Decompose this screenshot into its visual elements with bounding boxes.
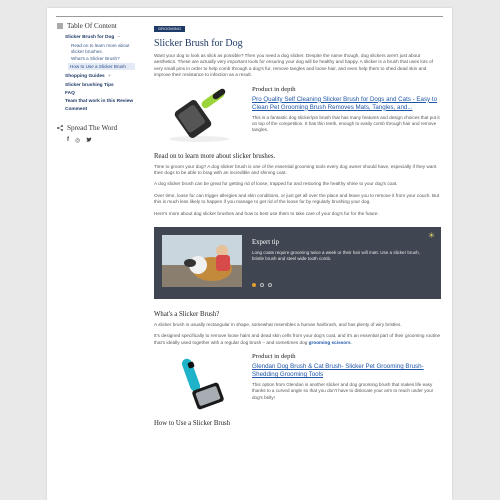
product-info bbox=[252, 352, 441, 412]
paragraph: Time to groom your dog? A dog slicker brush is one of the essential grooming tools every dog owner should have, especially if they want their dogs to be able to brag with an incredible and shining coat. bbox=[154, 163, 437, 176]
section-heading-whats-slicker: What's a Slicker Brush? bbox=[154, 311, 220, 319]
section-heading-read-on: Read on to learn more about slicker brushes. bbox=[154, 152, 276, 160]
carousel-dot[interactable] bbox=[268, 283, 272, 287]
carousel-dots bbox=[252, 283, 272, 287]
paragraph: Here's more about dog slicker brushes and how to best use them to take care of your dog's fur for the future. bbox=[154, 210, 379, 216]
list-icon bbox=[57, 23, 63, 29]
product-image-glendan-brush[interactable] bbox=[154, 352, 244, 412]
page-title: Slicker Brush for Dog bbox=[154, 38, 243, 49]
twitter-icon[interactable] bbox=[86, 137, 92, 145]
toc-heading-label: Table Of Content bbox=[67, 22, 117, 30]
paragraph: A slicker brush is usually rectangular in shape, somewhat resembles a human hairbrush, and has plenty of wiry bristles. bbox=[154, 322, 402, 328]
product-heading: Product in depth bbox=[252, 353, 296, 361]
expand-icon[interactable]: + bbox=[108, 74, 111, 80]
paragraph-text: . bbox=[350, 339, 352, 345]
paragraph: A dog slicker brush can be great for getting rid of loose, trapped fur and restoring the healthy shine to your dog's coat. bbox=[154, 181, 398, 187]
collapse-icon[interactable]: – bbox=[117, 35, 121, 40]
category-tag[interactable]: GROOMING bbox=[154, 26, 185, 32]
toc-item-tips[interactable]: Slicker brushing Tips bbox=[65, 82, 114, 88]
toc-sub-whats-slicker[interactable]: What's a Slicker Brush? bbox=[71, 55, 120, 61]
expert-tip-carousel bbox=[154, 227, 441, 299]
product-heading: Product in depth bbox=[252, 85, 296, 93]
grooming-scissors-link[interactable]: grooming scissors bbox=[308, 339, 351, 345]
carousel-dot[interactable] bbox=[252, 283, 256, 287]
expert-tip-image bbox=[162, 235, 242, 287]
social-icons bbox=[67, 137, 135, 145]
product-image-slicker-brush[interactable] bbox=[154, 85, 244, 145]
article bbox=[154, 17, 441, 431]
product-card bbox=[154, 85, 441, 145]
toc-sub-how-to-use[interactable]: How to Use a Slicker Brush bbox=[68, 63, 135, 71]
spread-heading bbox=[57, 124, 135, 132]
toc-item-slicker-brush[interactable] bbox=[65, 35, 135, 41]
carousel-dot[interactable] bbox=[260, 283, 264, 287]
expert-tip-text: Long coats require grooming twice a week or their hair will matt. Use a slicker brush, bristle brush and steel wide tooth comb. bbox=[252, 250, 420, 262]
expert-tip-heading: Expert tip bbox=[252, 239, 279, 247]
product-link[interactable]: Glendan Dog Brush & Cat Brush- Slicker Pet Grooming Brush- Shedding Grooming Tools bbox=[252, 363, 424, 379]
toc-item-comment[interactable]: Comment bbox=[65, 107, 88, 113]
toc-item-label: Shopping Guides bbox=[65, 74, 105, 80]
sun-icon: ☀ bbox=[427, 231, 435, 241]
toc-item-label: Slicker Brush for Dog bbox=[65, 35, 115, 40]
toc-item-team[interactable]: Team that work in this Review bbox=[65, 99, 134, 104]
product-info bbox=[252, 85, 441, 145]
instagram-icon[interactable]: ◎ bbox=[75, 138, 81, 145]
page bbox=[47, 8, 452, 500]
toc-item-faq[interactable]: FAQ bbox=[65, 90, 75, 96]
facebook-icon[interactable]: f bbox=[67, 137, 69, 144]
product-link[interactable]: Pro Quality Self Cleaning Slicker Brush for Dogs and Cats - Easy to Clean Pet Grooming Brush Removes Mats, Tangles, and... bbox=[252, 95, 438, 111]
paragraph-text: It's designed specifically to remove loose hairs and dead skin cells from your dog's coat, and it's an essential part of their grooming routine that's ideally used together with a regular dog brush – and sometimes dog bbox=[154, 333, 441, 345]
section-heading-how-to-use: How to Use a Slicker Brush bbox=[154, 420, 231, 428]
toc-item-shopping-guides[interactable] bbox=[65, 74, 135, 80]
product-description: This is a fantastic dog slicker/pin brush that has many features and design choices that put it on top of the competition. It has thin teeth, enough to easily comb through hair and remove tangles. bbox=[252, 114, 440, 133]
share-icon bbox=[57, 125, 63, 131]
toc-sub-read-on[interactable]: Read on to learn more about slicker brushes. bbox=[71, 43, 130, 54]
sidebar bbox=[57, 22, 135, 145]
paragraph bbox=[154, 333, 441, 346]
product-card bbox=[154, 352, 441, 412]
toc-heading bbox=[57, 22, 135, 30]
spread-heading-label: Spread The Word bbox=[67, 124, 118, 133]
product-description: This option from Glendan is another slicker and dog grooming brush that makes life easy thanks to a curved angle so that you don't have to dislocate your arm to reach under your dog's belly! bbox=[252, 382, 434, 400]
paragraph: Over time, loose fur can trigger allergies and skin conditions, or just get all over the place and leave you to remove it from your couch. But this is much less likely to happen if you manage to get rid of the loose fur by regularly brushing your dog. bbox=[154, 192, 440, 205]
intro-paragraph: Want your dog to look as slick as possible? Then you need a dog slicker. Despite the name though, dog slickers aren't just about aesthetics. These are actually very important tools for ensuring your dog will be healthy and happy. A slicker is a brush that uses lots of very small pins in order to help comb through a dog's fur, remove tangles and loose hair, and even help them to shed dead skin and improve their resistance to infection as a result. bbox=[154, 53, 433, 78]
